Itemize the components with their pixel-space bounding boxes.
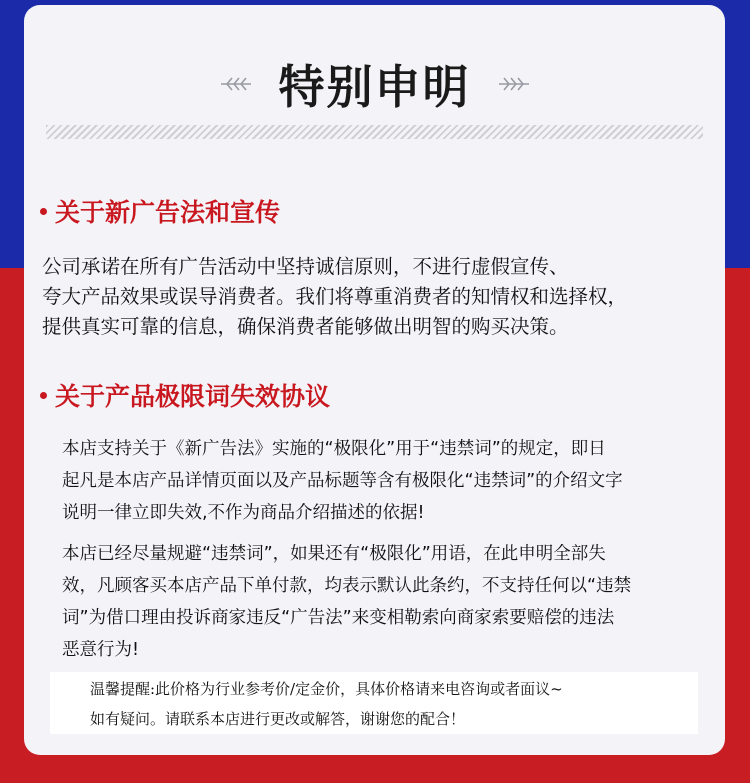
bullet-dot-icon — [40, 208, 47, 215]
left-leaf-icon — [219, 74, 253, 94]
title-row — [24, 49, 725, 119]
page-title: 特别申明 — [278, 60, 471, 114]
section2-paragraph-2: 本店已经尽量规避“违禁词”，如果还有“极限化”用语，在此申明全部失 效，凡顾客买本店产品下单付款，均表示默认此条约，不支持任何以“违禁 词”为借口理由投诉商家违反“广告法”来变相勒索向商家索要赔偿的违法 恶意行为! — [62, 544, 632, 660]
section2-heading-text: 关于产品极限词失效协议 — [55, 382, 331, 411]
section1-body: 公司承诺在所有广告活动中坚持诚信原则，不进行虚假宣传、 夸大产品效果或误导消费者。我们将尊重消费者的知情权和选择权， 提供真实可靠的信息，确保消费者能够做出明智的购买决策。 — [42, 255, 628, 338]
right-leaf-icon — [497, 74, 531, 94]
section1-heading — [40, 193, 280, 229]
statement-card — [24, 5, 725, 755]
bullet-dot-icon — [40, 392, 47, 399]
section2-paragraph-1: 本店支持关于《新广告法》实施的“极限化”用于“违禁词”的规定，即日 起凡是本店产品详情页面以及产品标题等含有极限化“违禁词”的介绍文字 说明一律立即失效,不作为商品介绍描述的依据! — [62, 439, 623, 523]
section1-heading-text: 关于新广告法和宣传 — [55, 198, 281, 227]
section2-heading — [40, 377, 330, 413]
price-notice: 温馨提醒:此价格为行业参考价/定金价，具体价格请来电咨询或者面议~ 如有疑问。请联系本店进行更改或解答，谢谢您的配合！ — [50, 672, 698, 734]
hatched-divider — [46, 125, 703, 139]
